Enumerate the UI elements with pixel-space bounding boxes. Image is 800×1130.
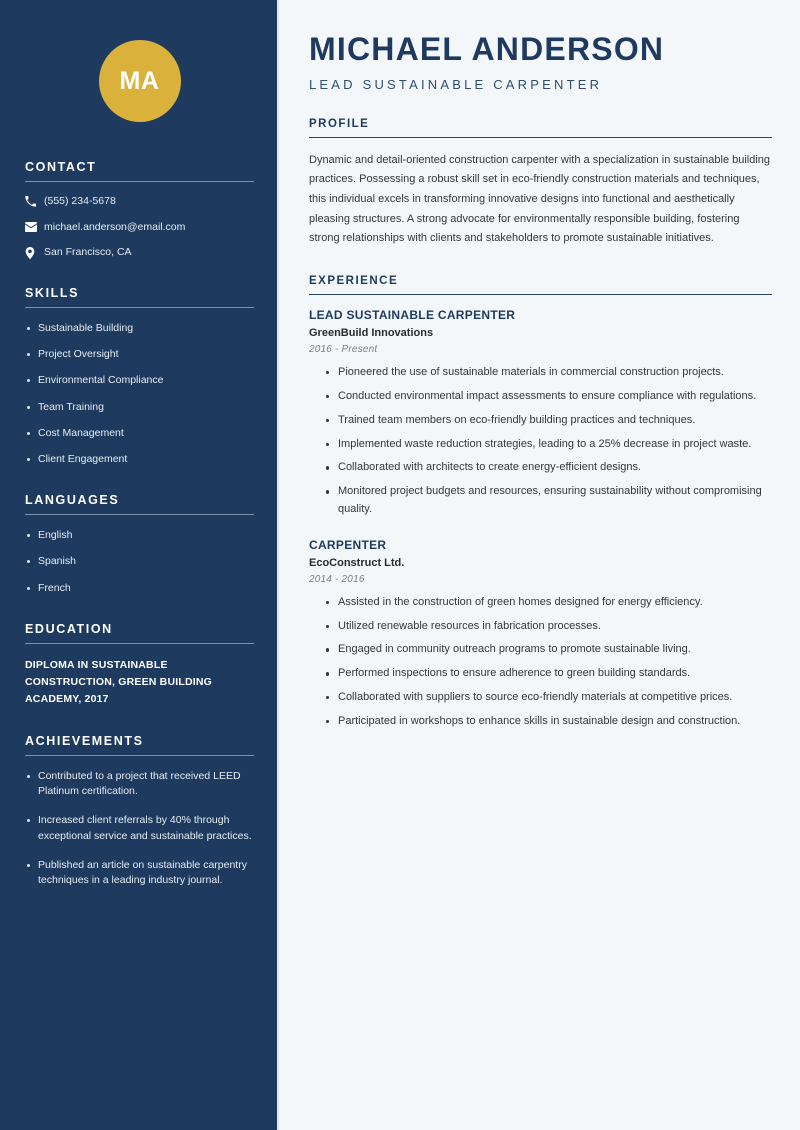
contact-divider [25, 181, 254, 182]
phone-icon [25, 196, 44, 207]
list-item: Collaborated with suppliers to source eco-friendly materials at competitive prices. [326, 689, 772, 707]
profile-heading: PROFILE [309, 117, 370, 130]
achievements-list [25, 769, 254, 888]
languages-section [25, 493, 254, 596]
achievements-heading: ACHIEVEMENTS [25, 733, 144, 748]
list-item: Conducted environmental impact assessments to ensure compliance with regulations. [326, 388, 772, 406]
list-item: French [25, 581, 254, 596]
avatar [99, 40, 181, 122]
resume-header [309, 33, 772, 92]
experience-entry [309, 538, 772, 731]
education-item: DIPLOMA IN SUSTAINABLE CONSTRUCTION, GREEN BUILDING ACADEMY, 2017 [25, 658, 213, 705]
experience-role: CARPENTER [309, 537, 387, 552]
list-item: Team Training [25, 400, 254, 415]
sidebar [0, 0, 279, 1130]
experience-bullets [309, 594, 772, 731]
list-item: Engaged in community outreach programs to promote sustainable living. [326, 641, 772, 659]
experience-bullets [309, 364, 772, 519]
experience-role: LEAD SUSTAINABLE CARPENTER [309, 308, 516, 323]
experience-entry [309, 308, 772, 519]
profile-divider [309, 137, 772, 138]
list-item: Sustainable Building [25, 321, 254, 336]
list-item: Client Engagement [25, 452, 254, 467]
avatar-container [25, 0, 254, 160]
list-item: Utilized renewable resources in fabrication processes. [326, 618, 772, 636]
education-heading: EDUCATION [25, 621, 113, 636]
list-item: Trained team members on eco-friendly building practices and techniques. [326, 412, 772, 430]
profile-text: Dynamic and detail-oriented construction carpenter with a specialization in sustainable building practices. Possessing a robust skill set in eco-friendly construction materials and techniques, this individual excels in transforming innovative designs into functional and aesthetically pleasing structures. A strong advocate for environmentally responsible building, fostering strong relationships with clients and stakeholders to promote sustainable initiatives. [309, 153, 771, 245]
list-item: Published an article on sustainable carpentry techniques in a leading industry journal. [25, 858, 254, 888]
avatar-initials: MA [119, 66, 160, 95]
experience-section [309, 275, 772, 731]
main-content [279, 0, 800, 1130]
map-pin-icon [25, 247, 44, 259]
contact-heading: CONTACT [25, 160, 97, 174]
skills-section [25, 286, 254, 467]
list-item: Collaborated with architects to create energy-efficient designs. [326, 459, 772, 477]
experience-heading: EXPERIENCE [309, 274, 399, 287]
list-item: Increased client referrals by 40% through exceptional service and sustainable practices. [25, 813, 254, 843]
list-item: English [25, 528, 254, 543]
contact-phone-row [25, 195, 254, 209]
skills-heading: SKILLS [25, 285, 80, 300]
contact-phone-value: (555) 234-5678 [44, 195, 116, 207]
education-divider [25, 643, 254, 644]
education-section [25, 622, 254, 708]
envelope-icon [25, 221, 44, 233]
experience-divider [309, 294, 772, 295]
list-item: Environmental Compliance [25, 373, 254, 388]
languages-divider [25, 514, 254, 515]
experience-dates: 2016 - Present [309, 344, 378, 356]
contact-location-row [25, 246, 254, 260]
list-item: Monitored project budgets and resources, ensuring sustainability without compromising quality. [326, 483, 772, 519]
experience-dates: 2014 - 2016 [309, 573, 365, 585]
experience-company: GreenBuild Innovations [309, 327, 434, 340]
experience-company: EcoConstruct Ltd. [309, 556, 405, 569]
contact-section [25, 160, 254, 260]
list-item: Pioneered the use of sustainable materials in commercial construction projects. [326, 364, 772, 382]
achievements-section [25, 734, 254, 888]
skills-list [25, 321, 254, 467]
list-item: Contributed to a project that received LEED Platinum certification. [25, 769, 254, 799]
list-item: Spanish [25, 554, 254, 569]
list-item: Implemented waste reduction strategies, leading to a 25% decrease in project waste. [326, 436, 772, 454]
contact-location-value: San Francisco, CA [44, 246, 132, 259]
profile-section [309, 118, 772, 249]
languages-list [25, 528, 254, 596]
languages-heading: LANGUAGES [25, 493, 120, 508]
list-item: Performed inspections to ensure adherence to green building standards. [326, 665, 772, 683]
skills-divider [25, 307, 254, 308]
list-item: Cost Management [25, 426, 254, 441]
page-title: MICHAEL ANDERSON [309, 31, 665, 67]
contact-email-value: michael.anderson@email.com [44, 220, 186, 233]
list-item: Assisted in the construction of green homes designed for energy efficiency. [326, 594, 772, 612]
list-item: Participated in workshops to enhance skills in sustainable design and construction. [326, 713, 772, 731]
header-job-title: LEAD SUSTAINABLE CARPENTER [309, 76, 603, 92]
contact-email-row [25, 221, 254, 235]
list-item: Project Oversight [25, 347, 254, 362]
achievements-divider [25, 755, 254, 756]
